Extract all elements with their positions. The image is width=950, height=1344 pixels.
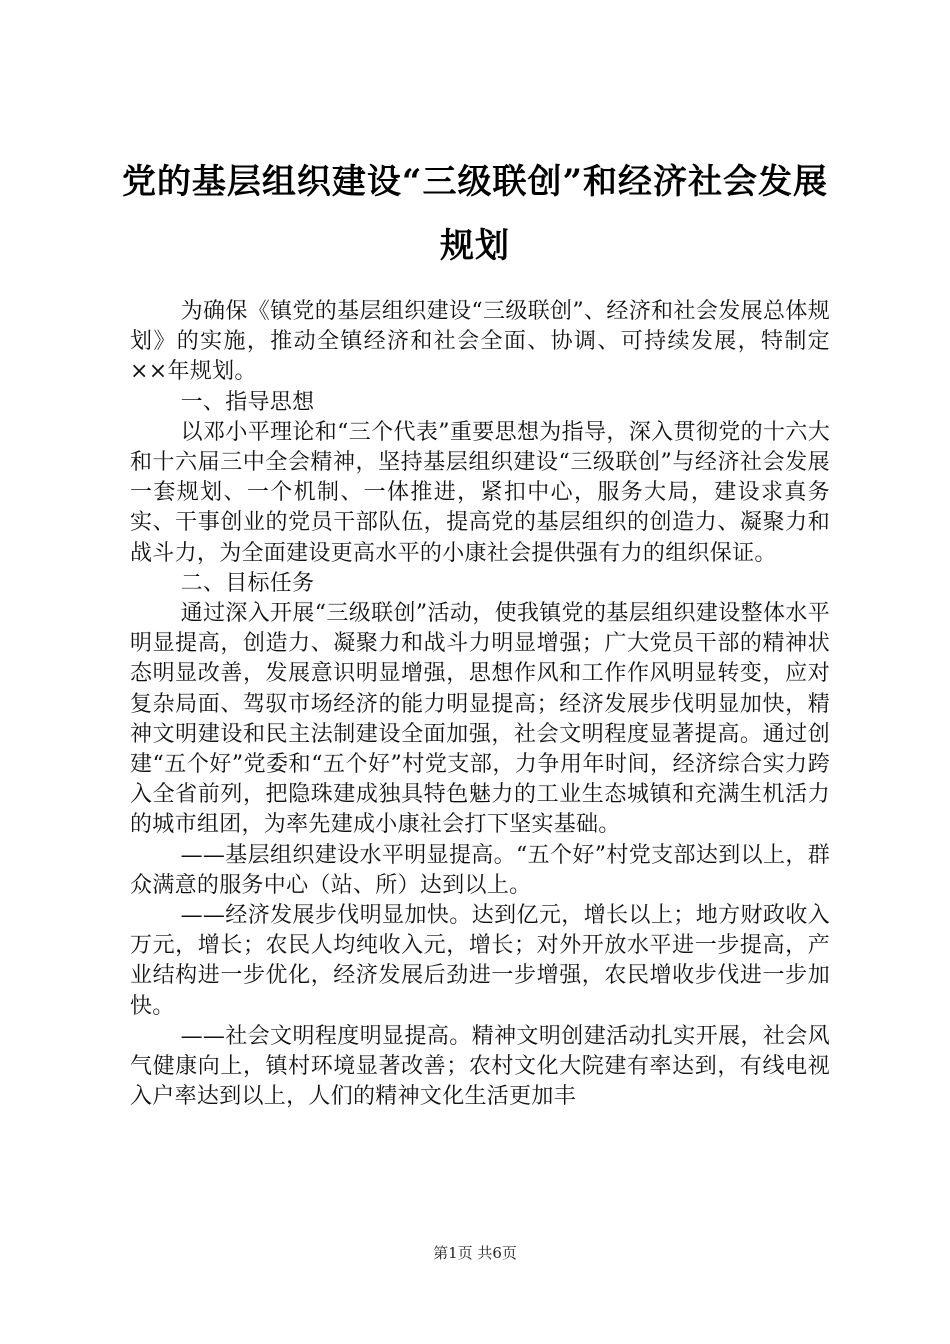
paragraph-targets: 通过深入开展“三级联创”活动，使我镇党的基层组织建设整体水平明显提高，创造力、凝聚力和战斗力明显增强；广大党员干部的精神状态明显改善，发展意识明显增强，思想作风和工作作风明显转变，应对复杂局面、驾驭市场经济的能力明显提高；经济发展步伐明显加快，精神文明建设和民主法制建设全面加强，社会文明程度显著提高。通过创建“五个好”党委和“五个好”村党支部，力争用年时间，经济综合实力跨入全省前列，把隐珠建成独具特色魅力的工业生态城镇和充满生机活力的城市组团，为率先建成小康社会打下坚实基础。 <box>130 601 830 838</box>
document-body <box>130 297 830 1112</box>
paragraph-guiding-ideology: 以邓小平理论和“三个代表”重要思想为指导，深入贯彻党的十六大和十六届三中全会精神，坚持基层组织建设“三级联创”与经济社会发展一套规划、一个机制、一体推进，紧扣中心，服务大局，建设求真务实、干事创业的党员干部队伍，提高党的基层组织的创造力、凝聚力和战斗力，为全面建设更高水平的小康社会提供强有力的组织保证。 <box>130 419 830 566</box>
section-heading-targets: 二、目标任务 <box>180 570 315 596</box>
document-title: 党的基层组织建设“三级联创”和经济社会发展规划 <box>121 162 829 266</box>
paragraph-economic-goal: ——经济发展步伐明显加快。达到亿元，增长以上；地方财政收入万元，增长；农民人均纯收入元，增长；对外开放水平进一步提高，产业结构进一步优化，经济发展后劲进一步增强，农民增收步伐进一步加快。 <box>130 903 830 1019</box>
paragraph-intro: 为确保《镇党的基层组织建设“三级联创”、经济和社会发展总体规划》的实施，推动全镇经济和社会全面、协调、可持续发展，特制定××年规划。 <box>130 299 830 385</box>
section-heading-guiding-ideology: 一、指导思想 <box>180 389 315 415</box>
page-number-footer: 第1页 共6页 <box>433 1244 517 1262</box>
paragraph-civilization-goal: ——社会文明程度明显提高。精神文明创建活动扎实开展，社会风气健康向上，镇村环境显著改善；农村文化大院建有率达到，有线电视入户率达到以上，人们的精神文化生活更加丰 <box>130 1023 830 1110</box>
paragraph-organization-goal: ——基层组织建设水平明显提高。“五个好”村党支部达到以上，群众满意的服务中心（站、所）达到以上。 <box>130 842 830 898</box>
